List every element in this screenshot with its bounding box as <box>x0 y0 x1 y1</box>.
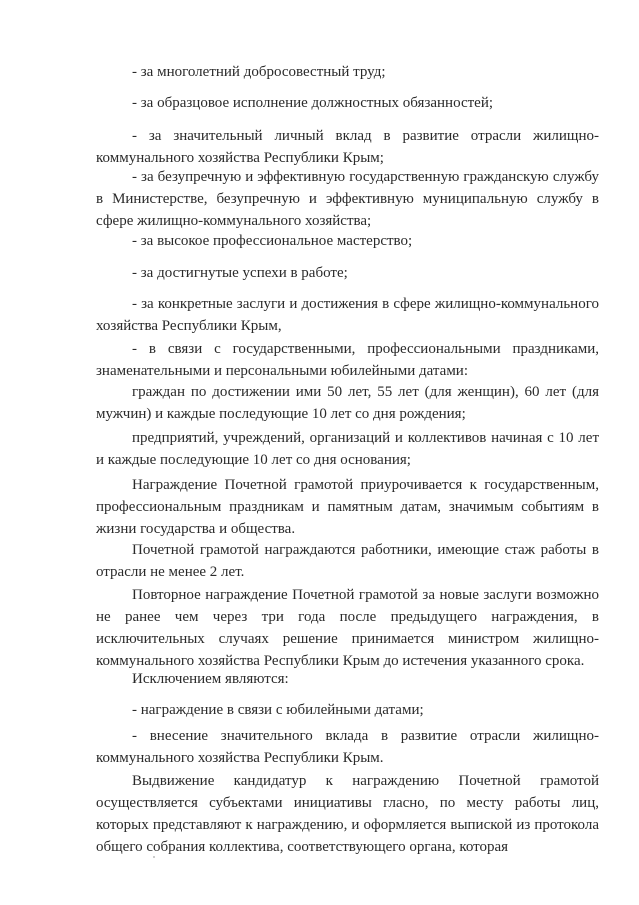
list-item-exemplary-duties: - за образцовое исполнение должностных обязанностей; <box>132 95 494 111</box>
paragraph-work-experience: Почетной грамотой награждаются работники, имеющие стаж работы в отрасли не менее 2 лет. <box>96 542 599 580</box>
sub-item-organizations-anniversary: предприятий, учреждений, организаций и коллективов начиная с 10 лет и каждые последующие 10 лет со дня основания; <box>96 430 599 468</box>
list-item-exception-jubilee: - награждение в связи с юбилейными датами; <box>132 702 424 718</box>
list-item-achievements: - за достигнутые успехи в работе; <box>132 265 348 281</box>
list-item-personal-contribution: - за значительный личный вклад в развитие отрасли жилищно-коммунального хозяйства Республики Крым; <box>96 128 599 166</box>
paragraph-award-timing: Награждение Почетной грамотой приурочивается к государственным, профессиональным праздникам и памятным датам, значимым событиям в жизни государства и общества. <box>96 477 599 537</box>
paragraph-nomination: Выдвижение кандидатур к награждению Почетной грамотой осуществляется субъектами инициативы гласно, по месту работы лиц, которых представляют к награждению, и оформляется выпиской из протокола общего собрания коллектива, соответствующего органа, которая <box>96 773 599 855</box>
scan-speck <box>153 856 155 858</box>
sub-item-citizens-anniversary: граждан по достижении ими 50 лет, 55 лет (для женщин), 60 лет (для мужчин) и каждые последующие 10 лет со дня рождения; <box>96 384 599 422</box>
paragraph-exceptions-heading: Исключением являются: <box>132 671 289 687</box>
list-item-holidays-dates: - в связи с государственными, профессиональными праздниками, знаменательными и персональными юбилейными датами: <box>96 341 599 379</box>
list-item-professional-mastery: - за высокое профессиональное мастерство; <box>132 233 413 249</box>
list-item-specific-merits: - за конкретные заслуги и достижения в сфере жилищно-коммунального хозяйства Республики Крым, <box>96 296 599 334</box>
list-item-long-service: - за многолетний добросовестный труд; <box>132 64 386 80</box>
list-item-impeccable-service: - за безупречную и эффективную государственную гражданскую службу в Министерстве, безупречную и эффективную муниципальную службу в сфере жилищно-коммунального хозяйства; <box>96 169 599 229</box>
paragraph-repeat-award: Повторное награждение Почетной грамотой за новые заслуги возможно не ранее чем через три года после предыдущего награждения, в исключительных случаях решение принимается министром жилищно-коммунального хозяйства Республики Крым до истечения указанного срока. <box>96 587 599 669</box>
list-item-exception-contribution: - внесение значительного вклада в развитие отрасли жилищно-коммунального хозяйства Республики Крым. <box>96 728 599 766</box>
